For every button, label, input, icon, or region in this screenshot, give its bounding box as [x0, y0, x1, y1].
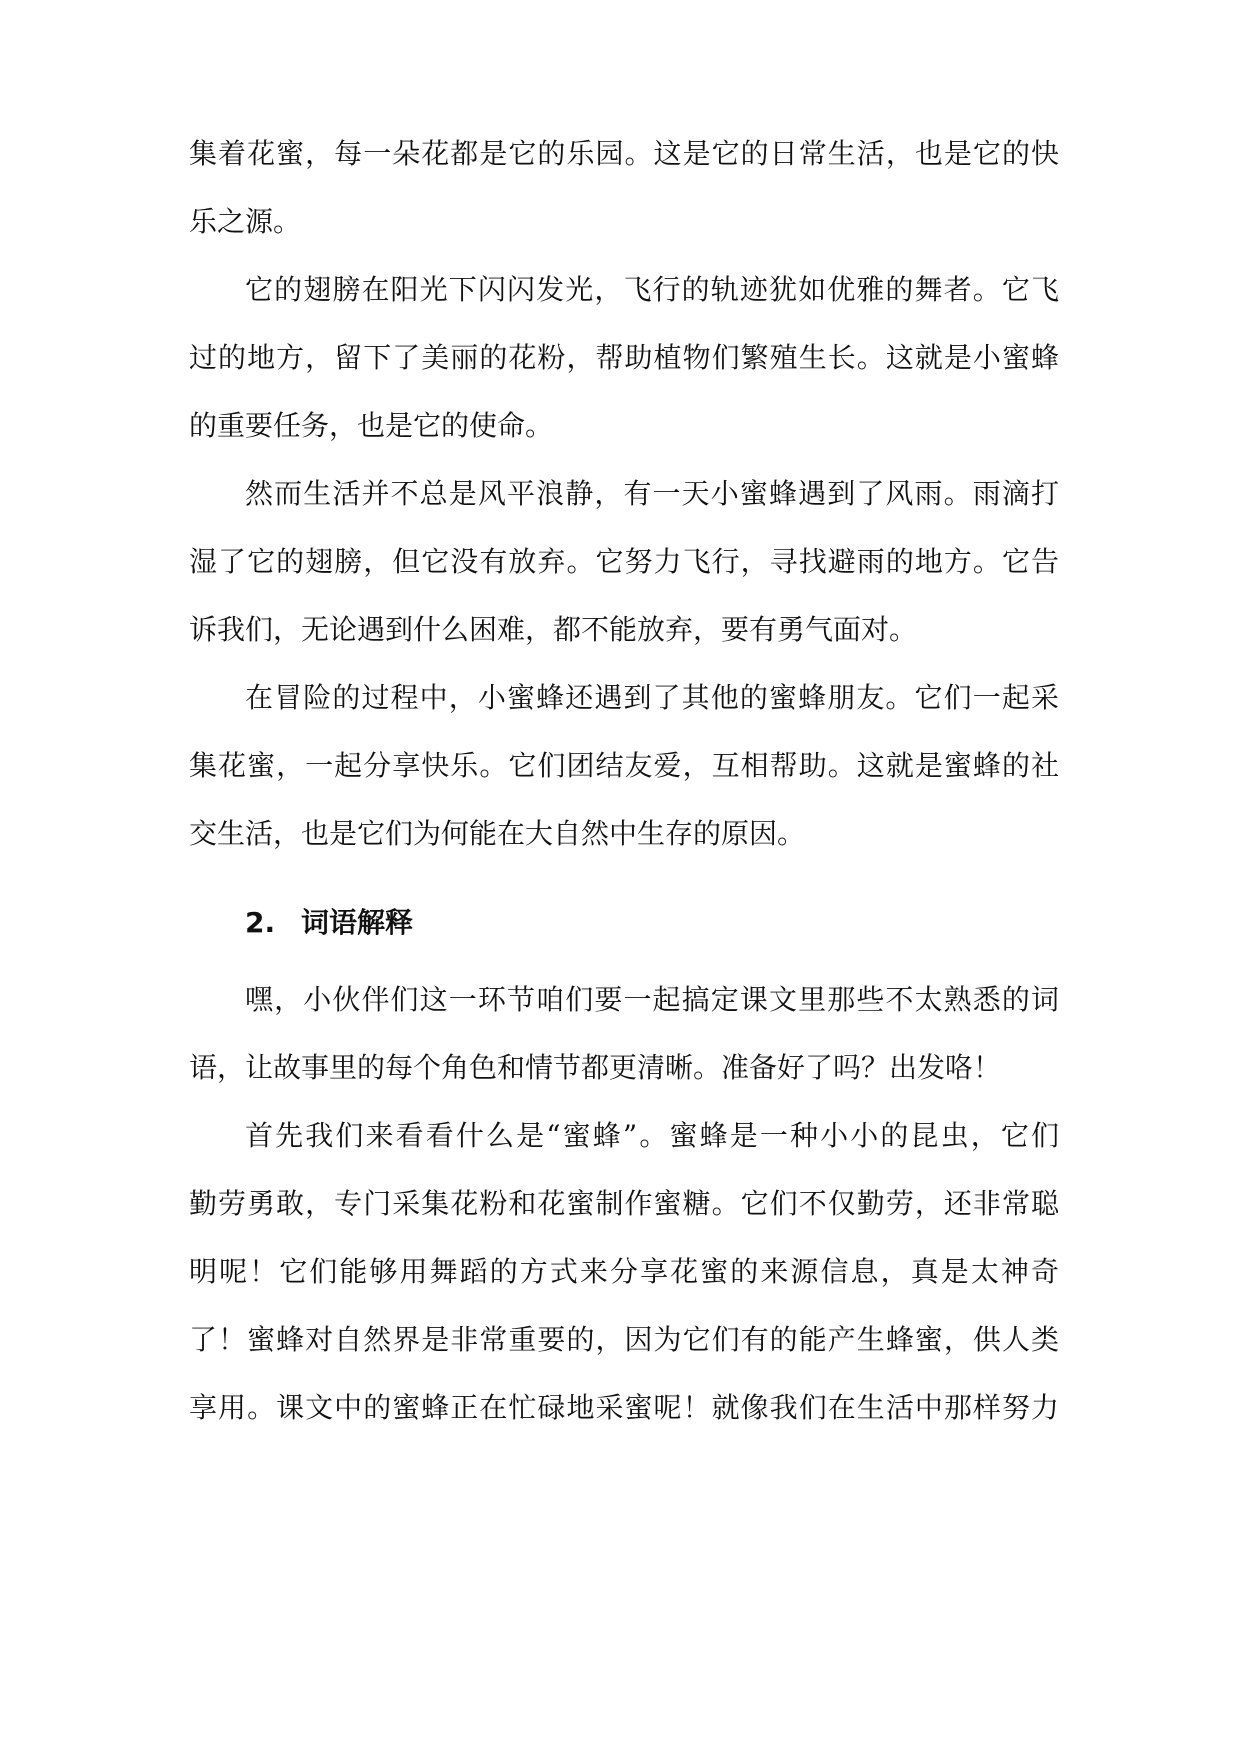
paragraph-4-line-2: 集花蜜，一起分享快乐。它们团结友爱，互相帮助。这就是蜜蜂的社 — [189, 749, 1059, 782]
section-number: 2. — [245, 906, 276, 939]
section-paragraph-2-line-4: 了！蜜蜂对自然界是非常重要的，因为它们有的能产生蜂蜜，供人类 — [189, 1323, 1059, 1356]
paragraph-3-line-3: 诉我们，无论遇到什么困难，都不能放弃，要有勇气面对。 — [189, 613, 918, 646]
section-paragraph-2-line-2: 勤劳勇敢，专门采集花粉和花蜜制作蜜糖。它们不仅勤劳，还非常聪 — [189, 1187, 1059, 1220]
paragraph-1-line-1: 集着花蜜，每一朵花都是它的乐园。这是它的日常生活，也是它的快 — [189, 137, 1059, 170]
paragraph-3-line-1: 然而生活并不总是风平浪静，有一天小蜜蜂遇到了风雨。雨滴打 — [245, 477, 1059, 510]
section-title: 词语解释 — [301, 906, 414, 939]
paragraph-3-line-2: 湿了它的翅膀，但它没有放弃。它努力飞行，寻找避雨的地方。它告 — [189, 545, 1059, 578]
paragraph-4-line-3: 交生活，也是它们为何能在大自然中生存的原因。 — [189, 817, 806, 850]
section-paragraph-2-line-3: 明呢！它们能够用舞蹈的方式来分享花蜜的来源信息，真是太神奇 — [189, 1255, 1059, 1288]
section-paragraph-1-line-2: 语，让故事里的每个角色和情节都更清晰。准备好了吗？出发咯！ — [189, 1051, 1002, 1084]
paragraph-1-line-2: 乐之源。 — [189, 205, 302, 238]
paragraph-2-line-3: 的重要任务，也是它的使命。 — [189, 409, 554, 442]
paragraph-2-line-2: 过的地方，留下了美丽的花粉，帮助植物们繁殖生长。这就是小蜜蜂 — [189, 341, 1059, 374]
section-heading — [245, 903, 413, 943]
section-paragraph-1-line-1: 嘿，小伙伴们这一环节咱们要一起搞定课文里那些不太熟悉的词 — [245, 983, 1059, 1016]
section-paragraph-2-line-5: 享用。课文中的蜜蜂正在忙碌地采蜜呢！就像我们在生活中那样努力 — [189, 1391, 1059, 1424]
paragraph-2-line-1: 它的翅膀在阳光下闪闪发光，飞行的轨迹犹如优雅的舞者。它飞 — [245, 273, 1059, 306]
section-paragraph-2-line-1: 首先我们来看看什么是“蜜蜂”。蜜蜂是一种小小的昆虫，它们 — [245, 1119, 1059, 1152]
paragraph-4-line-1: 在冒险的过程中，小蜜蜂还遇到了其他的蜜蜂朋友。它们一起采 — [245, 681, 1059, 714]
